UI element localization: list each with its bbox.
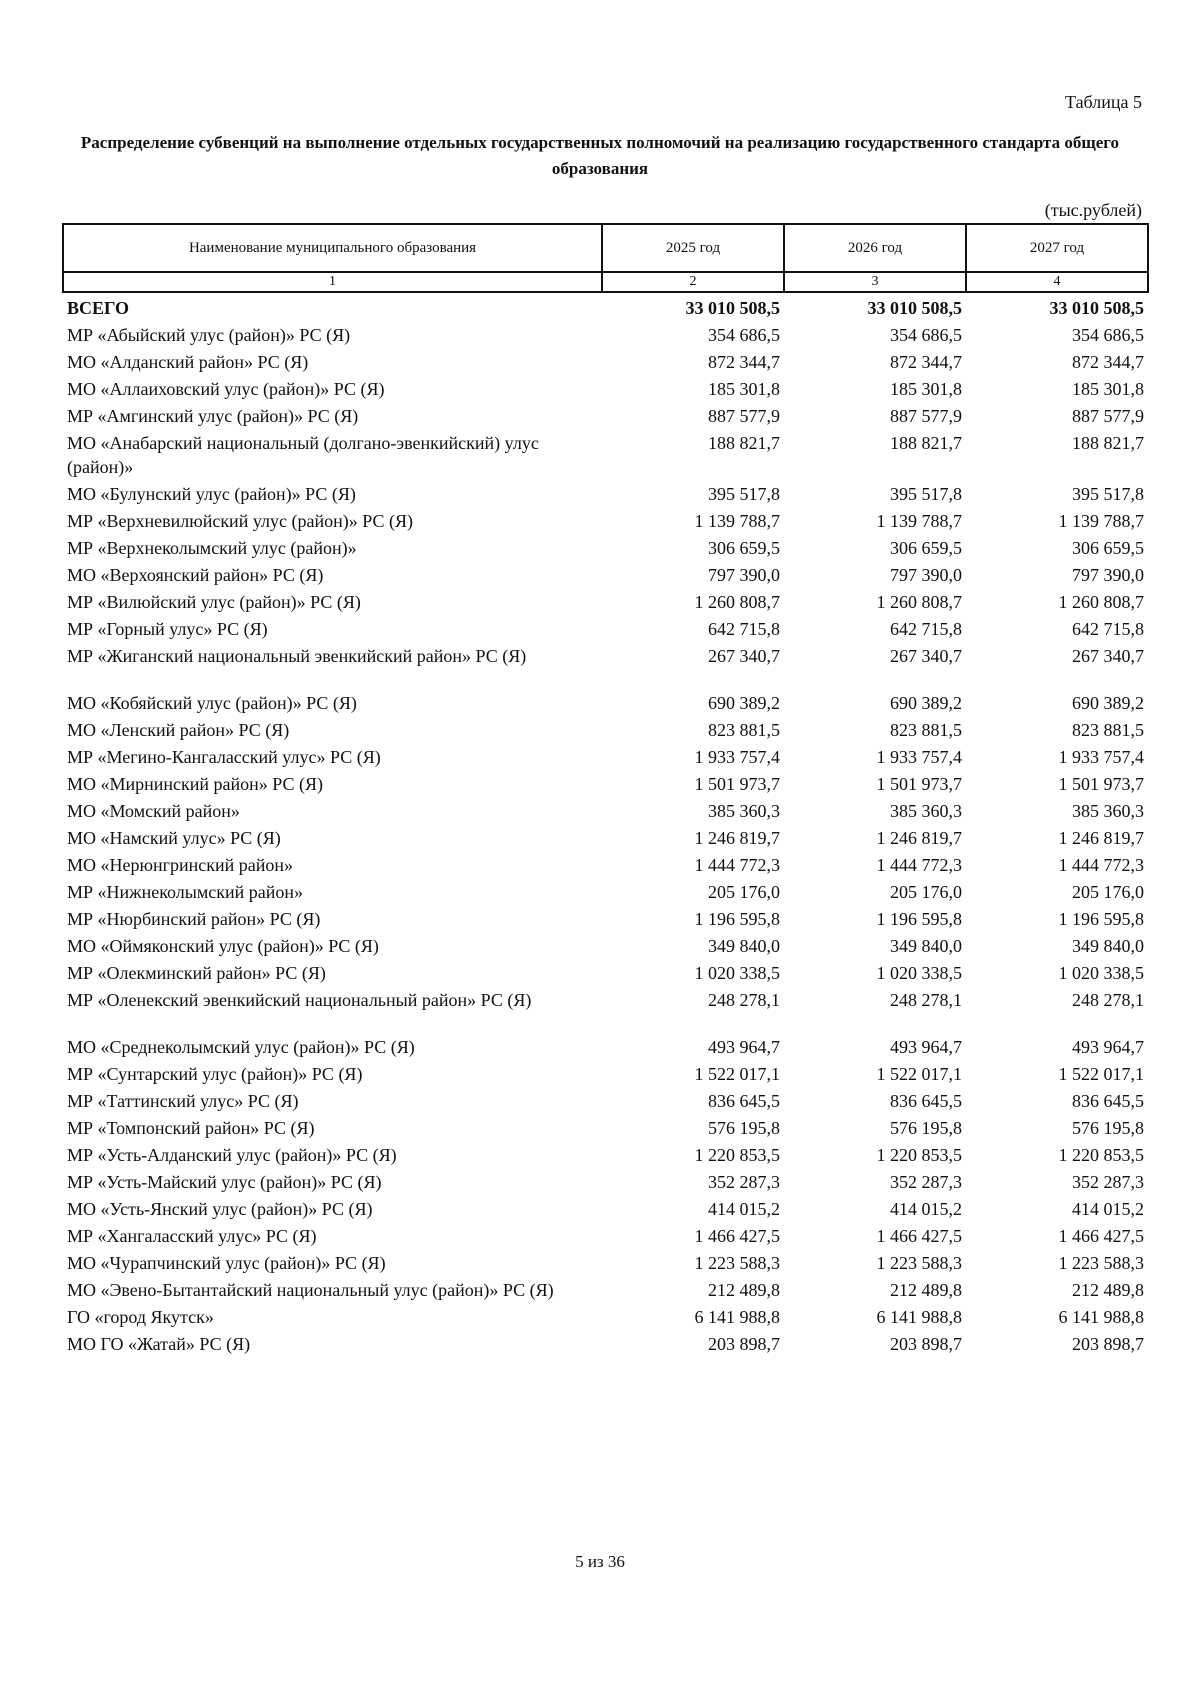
value-2026: 203 898,7 [890, 1334, 962, 1354]
municipality-name: МО «Чурапчинский улус (район)» РС (Я) [67, 1253, 386, 1273]
municipality-name: МР «Оленекский эвенкийский национальный район» РС (Я) [67, 990, 532, 1010]
value-2025: 414 015,2 [708, 1199, 780, 1219]
municipality-name: МР «Усть-Алданский улус (район)» РС (Я) [67, 1145, 397, 1165]
total-2025: 33 010 508,5 [685, 298, 780, 318]
municipality-name: МО «Усть-Янский улус (район)» РС (Я) [67, 1199, 373, 1219]
value-2026: 306 659,5 [890, 538, 962, 558]
value-2025: 212 489,8 [708, 1280, 780, 1300]
value-2026: 1 246 819,7 [876, 828, 962, 848]
table-row [63, 349, 1148, 376]
table-row [63, 643, 1148, 690]
municipality-name: МР «Амгинский улус (район)» РС (Я) [67, 406, 359, 426]
table-row [63, 933, 1148, 960]
municipality-name: МО «Кобяйский улус (район)» РС (Я) [67, 693, 357, 713]
value-2025: 887 577,9 [708, 406, 780, 426]
municipality-name: МР «Абыйский улус (район)» РС (Я) [67, 325, 351, 345]
value-2025: 1 220 853,5 [694, 1145, 780, 1165]
value-2027: 642 715,8 [1072, 619, 1144, 639]
value-2025: 1 020 338,5 [694, 963, 780, 983]
table-row [63, 1277, 1148, 1304]
value-2027: 188 821,7 [1072, 433, 1144, 453]
municipality-name: МР «Нюрбинский район» РС (Я) [67, 909, 321, 929]
value-2027: 385 360,3 [1072, 801, 1144, 821]
value-2027: 1 196 595,8 [1058, 909, 1144, 929]
municipality-name: МР «Мегино-Кангаласский улус» РС (Я) [67, 747, 381, 767]
value-2026: 1 020 338,5 [876, 963, 962, 983]
table-row [63, 1115, 1148, 1142]
value-2025: 1 223 588,3 [694, 1253, 780, 1273]
table-row [63, 744, 1148, 771]
table-row [63, 1223, 1148, 1250]
municipality-name: МР «Верхнеколымский улус (район)» [67, 538, 357, 558]
municipality-name: МО «Момский район» [67, 801, 240, 821]
value-2026: 690 389,2 [890, 693, 962, 713]
municipality-name: МО «Булунский улус (район)» РС (Я) [67, 484, 356, 504]
header-2026: 2026 год [784, 224, 966, 272]
header-2025: 2025 год [602, 224, 784, 272]
value-2027: 1 933 757,4 [1058, 747, 1144, 767]
municipality-name: МО «Алданский район» РС (Я) [67, 352, 309, 372]
value-2026: 248 278,1 [890, 990, 962, 1010]
table-row [63, 1061, 1148, 1088]
page-number: 5 из 36 [575, 1552, 625, 1571]
municipality-name: МР «Томпонский район» РС (Я) [67, 1118, 315, 1138]
table-row [63, 1196, 1148, 1223]
column-number: 3 [784, 272, 966, 292]
value-2027: 1 223 588,3 [1058, 1253, 1144, 1273]
value-2025: 642 715,8 [708, 619, 780, 639]
header-2027: 2027 год [966, 224, 1148, 272]
municipality-name: МО «Анабарский национальный (долгано-эвенкийский) улус (район)» [67, 433, 539, 477]
value-2026: 1 522 017,1 [876, 1064, 962, 1084]
value-2027: 887 577,9 [1072, 406, 1144, 426]
value-2027: 823 881,5 [1072, 720, 1144, 740]
value-2026: 1 223 588,3 [876, 1253, 962, 1273]
value-2027: 797 390,0 [1072, 565, 1144, 585]
value-2026: 6 141 988,8 [876, 1307, 962, 1327]
table-row [63, 798, 1148, 825]
value-2027: 306 659,5 [1072, 538, 1144, 558]
value-2025: 306 659,5 [708, 538, 780, 558]
value-2025: 185 301,8 [708, 379, 780, 399]
value-2027: 185 301,8 [1072, 379, 1144, 399]
value-2027: 1 020 338,5 [1058, 963, 1144, 983]
value-2026: 1 196 595,8 [876, 909, 962, 929]
value-2025: 248 278,1 [708, 990, 780, 1010]
value-2026: 1 933 757,4 [876, 747, 962, 767]
municipality-name: МО «Мирнинский район» РС (Я) [67, 774, 324, 794]
value-2026: 352 287,3 [890, 1172, 962, 1192]
table-row [63, 879, 1148, 906]
value-2026: 887 577,9 [890, 406, 962, 426]
column-number: 1 [63, 272, 602, 292]
table-row [63, 508, 1148, 535]
municipality-name: МР «Горный улус» РС (Я) [67, 619, 268, 639]
table-row [63, 1169, 1148, 1196]
value-2026: 872 344,7 [890, 352, 962, 372]
value-2026: 205 176,0 [890, 882, 962, 902]
value-2026: 212 489,8 [890, 1280, 962, 1300]
value-2025: 1 246 819,7 [694, 828, 780, 848]
municipality-name: МР «Олекминский район» РС (Я) [67, 963, 326, 983]
value-2025: 1 139 788,7 [694, 511, 780, 531]
table-row [63, 717, 1148, 744]
value-2026: 354 686,5 [890, 325, 962, 345]
value-2027: 349 840,0 [1072, 936, 1144, 956]
value-2027: 1 246 819,7 [1058, 828, 1144, 848]
municipality-name: МР «Жиганский национальный эвенкийский район» РС (Я) [67, 646, 527, 666]
table-row [63, 1142, 1148, 1169]
value-2026: 414 015,2 [890, 1199, 962, 1219]
value-2025: 205 176,0 [708, 882, 780, 902]
total-label: ВСЕГО [67, 298, 130, 318]
column-number: 2 [602, 272, 784, 292]
table-row [63, 690, 1148, 717]
value-2025: 493 964,7 [708, 1037, 780, 1057]
municipality-name: МР «Хангаласский улус» РС (Я) [67, 1226, 317, 1246]
value-2025: 349 840,0 [708, 936, 780, 956]
table-header [63, 224, 1148, 292]
value-2025: 395 517,8 [708, 484, 780, 504]
municipality-name: МО «Среднеколымский улус (район)» РС (Я) [67, 1037, 415, 1057]
value-2026: 1 501 973,7 [876, 774, 962, 794]
value-2027: 1 501 973,7 [1058, 774, 1144, 794]
municipality-name: МО «Верхоянский район» РС (Я) [67, 565, 324, 585]
value-2027: 836 645,5 [1072, 1091, 1144, 1111]
value-2025: 1 444 772,3 [694, 855, 780, 875]
table-row [63, 852, 1148, 879]
value-2026: 1 220 853,5 [876, 1145, 962, 1165]
value-2025: 797 390,0 [708, 565, 780, 585]
table-row [63, 987, 1148, 1034]
value-2027: 212 489,8 [1072, 1280, 1144, 1300]
value-2027: 6 141 988,8 [1058, 1307, 1144, 1327]
table-row [63, 825, 1148, 852]
value-2025: 872 344,7 [708, 352, 780, 372]
units-label: (тыс.рублей) [1044, 200, 1142, 220]
value-2026: 349 840,0 [890, 936, 962, 956]
table-row [63, 960, 1148, 987]
column-number: 4 [966, 272, 1148, 292]
value-2025: 1 466 427,5 [694, 1226, 780, 1246]
value-2026: 493 964,7 [890, 1037, 962, 1057]
municipality-name: МО «Оймяконский улус (район)» РС (Я) [67, 936, 379, 956]
value-2026: 1 139 788,7 [876, 511, 962, 531]
value-2025: 188 821,7 [708, 433, 780, 453]
table-row [63, 1304, 1148, 1331]
value-2027: 1 522 017,1 [1058, 1064, 1144, 1084]
value-2026: 1 260 808,7 [876, 592, 962, 612]
value-2025: 690 389,2 [708, 693, 780, 713]
municipality-name: МО «Ленский район» РС (Я) [67, 720, 290, 740]
value-2027: 690 389,2 [1072, 693, 1144, 713]
municipality-name: МО «Аллаиховский улус (район)» РС (Я) [67, 379, 385, 399]
value-2027: 1 220 853,5 [1058, 1145, 1144, 1165]
value-2025: 354 686,5 [708, 325, 780, 345]
value-2027: 267 340,7 [1072, 646, 1144, 666]
value-2026: 395 517,8 [890, 484, 962, 504]
value-2027: 395 517,8 [1072, 484, 1144, 504]
municipality-name: ГО «город Якутск» [67, 1307, 214, 1327]
total-2026: 33 010 508,5 [867, 298, 962, 318]
value-2025: 385 360,3 [708, 801, 780, 821]
value-2025: 1 522 017,1 [694, 1064, 780, 1084]
table-row [63, 376, 1148, 403]
municipality-name: МО «Эвено-Бытантайский национальный улус (район)» РС (Я) [67, 1280, 554, 1300]
value-2025: 1 933 757,4 [694, 747, 780, 767]
value-2026: 267 340,7 [890, 646, 962, 666]
value-2025: 267 340,7 [708, 646, 780, 666]
table-row [63, 1331, 1148, 1358]
value-2027: 1 466 427,5 [1058, 1226, 1144, 1246]
subvention-table [62, 223, 1149, 1358]
value-2026: 1 466 427,5 [876, 1226, 962, 1246]
municipality-name: МР «Нижнеколымский район» [67, 882, 304, 902]
table-row [63, 430, 1148, 481]
value-2027: 205 176,0 [1072, 882, 1144, 902]
table-row [63, 322, 1148, 349]
municipality-name: МР «Таттинский улус» РС (Я) [67, 1091, 299, 1111]
value-2026: 823 881,5 [890, 720, 962, 740]
value-2025: 203 898,7 [708, 1334, 780, 1354]
table-row [63, 535, 1148, 562]
municipality-name: МО ГО «Жатай» РС (Я) [67, 1334, 251, 1354]
value-2025: 1 196 595,8 [694, 909, 780, 929]
municipality-name: МР «Вилюйский улус (район)» РС (Я) [67, 592, 361, 612]
table-row [63, 771, 1148, 798]
value-2027: 576 195,8 [1072, 1118, 1144, 1138]
document-title: Распределение субвенций на выполнение отдельных государственных полномочий на реализацию государственного стандарта общего образования [80, 133, 1120, 178]
value-2025: 576 195,8 [708, 1118, 780, 1138]
table-reference: Таблица 5 [1065, 92, 1142, 112]
municipality-name: МО «Нерюнгринский район» [67, 855, 293, 875]
value-2027: 1 260 808,7 [1058, 592, 1144, 612]
municipality-name: МО «Намский улус» РС (Я) [67, 828, 281, 848]
value-2027: 354 686,5 [1072, 325, 1144, 345]
value-2025: 1 260 808,7 [694, 592, 780, 612]
value-2026: 576 195,8 [890, 1118, 962, 1138]
table-row [63, 1088, 1148, 1115]
table-row [63, 1250, 1148, 1277]
header-name: Наименование муниципального образования [63, 224, 602, 272]
table-row [63, 589, 1148, 616]
value-2025: 352 287,3 [708, 1172, 780, 1192]
value-2025: 1 501 973,7 [694, 774, 780, 794]
table-row [63, 906, 1148, 933]
value-2027: 248 278,1 [1072, 990, 1144, 1010]
value-2026: 836 645,5 [890, 1091, 962, 1111]
column-number-row [63, 272, 1148, 292]
table-row [63, 562, 1148, 589]
value-2025: 823 881,5 [708, 720, 780, 740]
value-2027: 203 898,7 [1072, 1334, 1144, 1354]
total-2027: 33 010 508,5 [1049, 298, 1144, 318]
header-row [63, 224, 1148, 272]
value-2027: 1 444 772,3 [1058, 855, 1144, 875]
value-2025: 836 645,5 [708, 1091, 780, 1111]
table-row [63, 403, 1148, 430]
value-2026: 188 821,7 [890, 433, 962, 453]
value-2027: 493 964,7 [1072, 1037, 1144, 1057]
table-row [63, 1034, 1148, 1061]
value-2027: 1 139 788,7 [1058, 511, 1144, 531]
table-row [63, 481, 1148, 508]
municipality-name: МР «Верхневилюйский улус (район)» РС (Я) [67, 511, 413, 531]
value-2025: 6 141 988,8 [694, 1307, 780, 1327]
municipality-name: МР «Сунтарский улус (район)» РС (Я) [67, 1064, 363, 1084]
value-2027: 352 287,3 [1072, 1172, 1144, 1192]
value-2026: 797 390,0 [890, 565, 962, 585]
value-2026: 385 360,3 [890, 801, 962, 821]
table-body [63, 292, 1148, 1358]
total-row [63, 292, 1148, 322]
value-2027: 414 015,2 [1072, 1199, 1144, 1219]
value-2027: 872 344,7 [1072, 352, 1144, 372]
table-row [63, 616, 1148, 643]
municipality-name: МР «Усть-Майский улус (район)» РС (Я) [67, 1172, 382, 1192]
value-2026: 185 301,8 [890, 379, 962, 399]
value-2026: 642 715,8 [890, 619, 962, 639]
value-2026: 1 444 772,3 [876, 855, 962, 875]
